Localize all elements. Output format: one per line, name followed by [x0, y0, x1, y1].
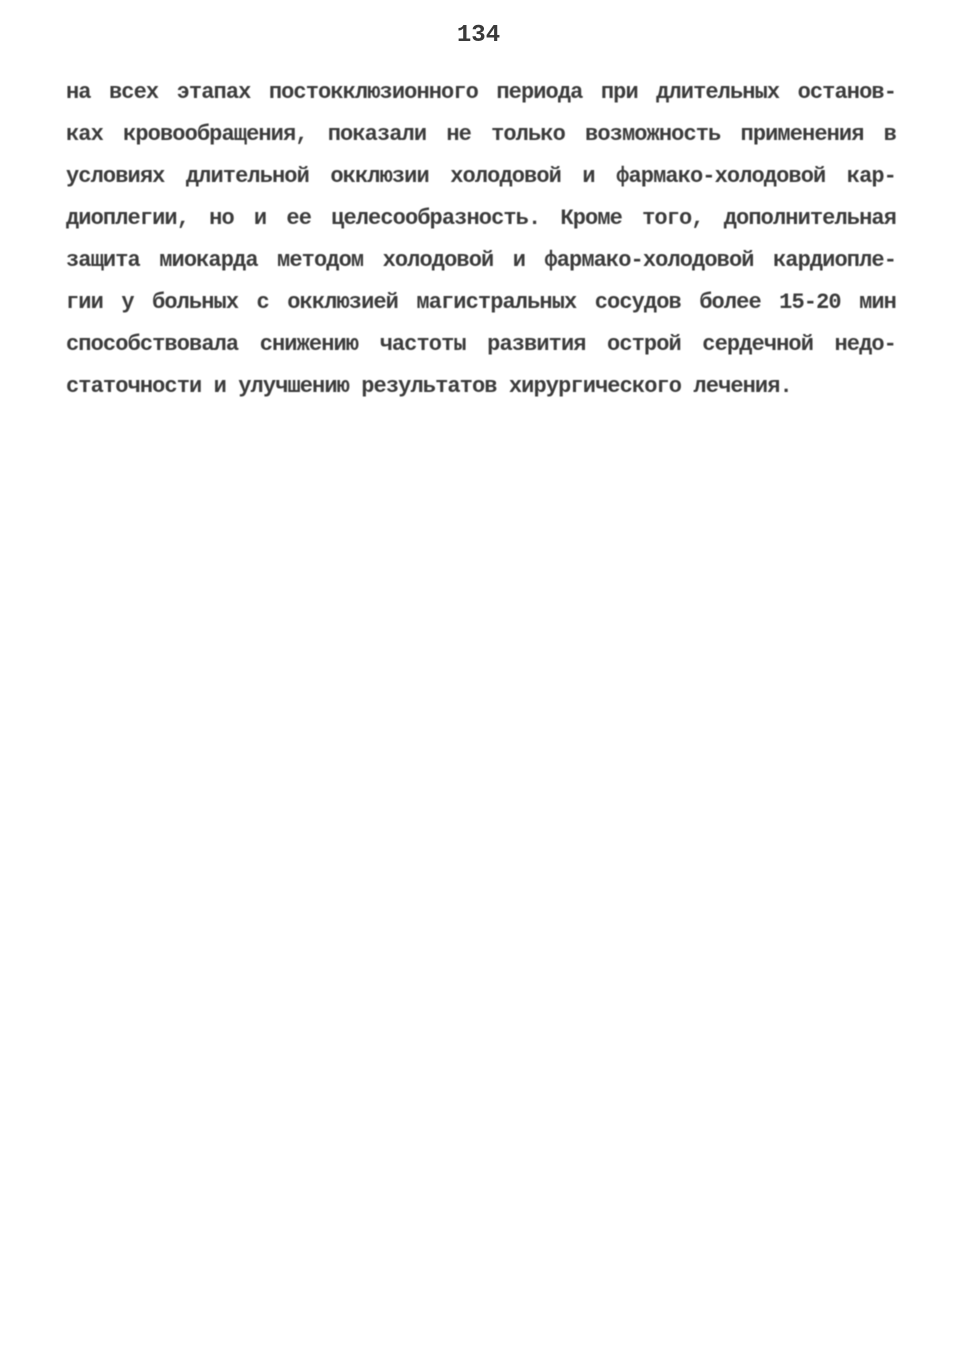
body-paragraph	[66, 72, 896, 408]
text-line: диоплегии, но и ее целесообразность. Кроме того, дополнительная	[66, 206, 896, 231]
text-line: защита миокарда методом холодовой и фармако-холодовой кардиопле-	[66, 248, 896, 273]
page-number: 134	[456, 22, 501, 49]
text-line: ках кровообращения, показали не только возможность применения в	[66, 122, 896, 147]
text-line: условиях длительной окклюзии холодовой и фармако-холодовой кар-	[66, 164, 896, 189]
text-line: способствовала снижению частоты развития острой сердечной недо-	[66, 332, 896, 357]
text-line: гии у больных с окклюзией магистральных сосудов более 15-20 мин	[66, 290, 896, 315]
text-line: статочности и улучшению результатов хирургического лечения.	[66, 374, 792, 399]
text-line: на всех этапах постокклюзионного периода при длительных останов-	[66, 80, 896, 105]
